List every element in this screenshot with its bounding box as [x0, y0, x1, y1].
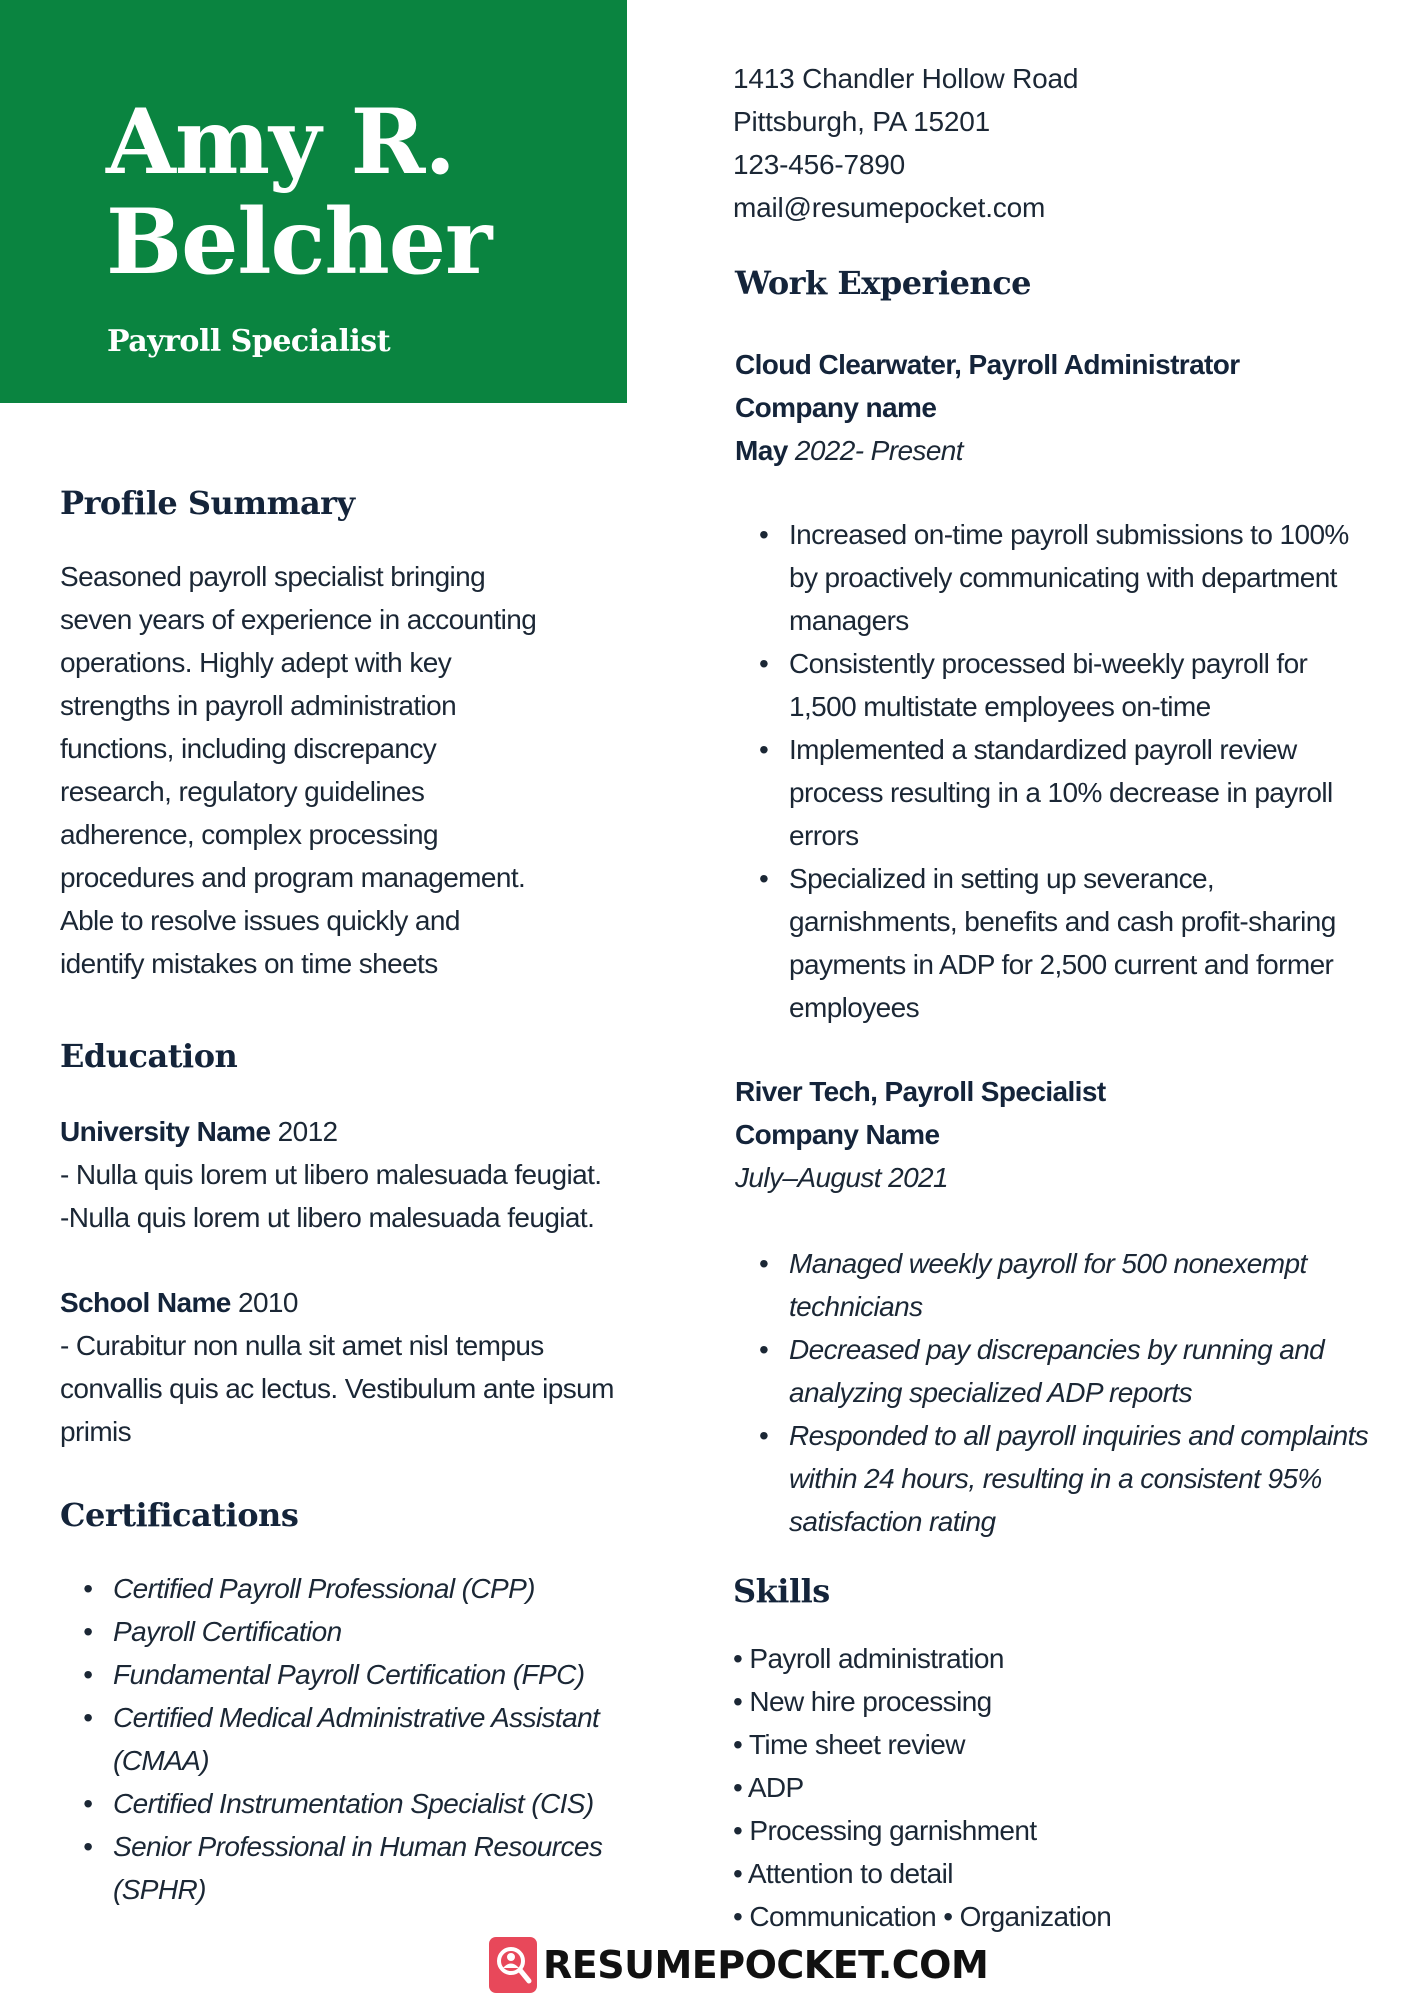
job-bullet: • Consistently processed bi-weekly payroll for 1,500 multistate employees on-time — [789, 642, 1379, 728]
name-line-1: Amy R. — [106, 89, 455, 195]
skill-item: • Time sheet review — [733, 1729, 965, 1760]
job-bullet: • Responded to all payroll inquiries and complaints within 24 hours, resulting in a consistent 95% satisfaction rating — [789, 1414, 1369, 1543]
bullet-icon: • — [83, 1659, 93, 1690]
profile-line: operations. Highly adept with key — [60, 647, 452, 678]
education-entry — [60, 1110, 720, 1239]
bullet-icon: • — [759, 1420, 769, 1451]
job-bullet: • Decreased pay discrepancies by running and analyzing specialized ADP reports — [789, 1328, 1369, 1414]
name-line-2: Belcher — [106, 189, 492, 295]
profile-line: research, regulatory guidelines — [60, 776, 425, 807]
email-link[interactable]: mail@resumepocket.com — [733, 192, 1046, 223]
profile-line: procedures and program management. — [60, 862, 526, 893]
bullet-icon: • — [759, 519, 769, 550]
skill-item: • Attention to detail — [733, 1858, 953, 1889]
work-experience-heading: Work Experience — [735, 264, 1032, 302]
job-header — [735, 343, 1375, 472]
education-detail: - Nulla quis lorem ut libero malesuada feugiat. — [60, 1159, 602, 1190]
skill-item: • Payroll administration — [733, 1643, 1004, 1674]
job-title-company: River Tech, Payroll Specialist — [735, 1076, 1106, 1107]
job-dates: July–August 2021 — [735, 1162, 949, 1193]
certifications-list — [83, 1567, 698, 1911]
bullet-icon: • — [759, 1248, 769, 1279]
job-bullet: • Increased on-time payroll submissions to 100% by proactively communicating with department managers — [789, 513, 1379, 642]
bullet-icon: • — [759, 734, 769, 765]
school-name: School Name — [60, 1287, 231, 1318]
profile-line: Able to resolve issues quickly and — [60, 905, 460, 936]
address-line-1: 1413 Chandler Hollow Road — [733, 63, 1079, 94]
profile-line: Seasoned payroll specialist bringing — [60, 561, 486, 592]
certification-item: • Certified Instrumentation Specialist (CIS) — [113, 1782, 698, 1825]
company-name: Company Name — [735, 1119, 940, 1150]
skills-heading: Skills — [733, 1572, 830, 1610]
job-bullet: • Managed weekly payroll for 500 nonexempt technicians — [789, 1242, 1369, 1328]
job-title: Payroll Specialist — [107, 324, 391, 359]
profile-line: functions, including discrepancy — [60, 733, 437, 764]
school-name: University Name — [60, 1116, 271, 1147]
certification-item: • Certified Payroll Professional (CPP) — [113, 1567, 698, 1610]
skill-item: • Communication • Organization — [733, 1901, 1112, 1932]
education-entry — [60, 1281, 720, 1453]
job-bullets — [759, 1242, 1369, 1543]
education-detail: convallis quis ac lectus. Vestibulum ante ipsum — [60, 1373, 614, 1404]
contact-info — [733, 57, 1078, 229]
bullet-icon: • — [83, 1788, 93, 1819]
education-detail: - Curabitur non nulla sit amet nisl tempus — [60, 1330, 544, 1361]
bullet-icon: • — [759, 863, 769, 894]
school-year: 2010 — [237, 1287, 298, 1318]
job-bullet: • Implemented a standardized payroll review process resulting in a 10% decrease in payroll errors — [789, 728, 1379, 857]
bullet-icon: • — [759, 1334, 769, 1365]
company-name: Company name — [735, 392, 937, 423]
education-detail: -Nulla quis lorem ut libero malesuada feugiat. — [60, 1202, 595, 1233]
magnifier-person-icon — [489, 1937, 537, 1993]
job-bullets — [759, 513, 1379, 1029]
skill-item: • New hire processing — [733, 1686, 992, 1717]
certification-item: • Payroll Certification — [113, 1610, 698, 1653]
logo-text: RESUMEPOCKET.COM — [543, 1943, 989, 1987]
profile-line: adherence, complex processing — [60, 819, 438, 850]
skill-item: • Processing garnishment — [733, 1815, 1037, 1846]
candidate-name — [106, 89, 492, 295]
certification-item: • Certified Medical Administrative Assistant (CMAA) — [113, 1696, 698, 1782]
job-title-company: Cloud Clearwater, Payroll Administrator — [735, 349, 1240, 380]
profile-line: identify mistakes on time sheets — [60, 948, 438, 979]
certification-item: • Senior Professional in Human Resources (SPHR) — [113, 1825, 698, 1911]
address-line-2: Pittsburgh, PA 15201 — [733, 106, 990, 137]
education-heading: Education — [60, 1037, 238, 1075]
job-bullet: • Specialized in setting up severance, garnishments, benefits and cash profit-sharing payments in ADP for 2,500 current and former employees — [789, 857, 1379, 1029]
resumepocket-logo[interactable] — [489, 1937, 988, 1993]
bullet-icon: • — [83, 1702, 93, 1733]
skill-item: • ADP — [733, 1772, 804, 1803]
profile-summary — [60, 555, 680, 985]
bullet-icon: • — [759, 648, 769, 679]
certifications-heading: Certifications — [60, 1496, 299, 1534]
school-year: 2012 — [277, 1116, 338, 1147]
bullet-icon: • — [83, 1616, 93, 1647]
job-dates: May 2022- Present — [735, 435, 963, 466]
skills-list — [733, 1637, 1111, 1938]
bullet-icon: • — [83, 1831, 93, 1862]
profile-heading: Profile Summary — [60, 484, 355, 522]
profile-line: strengths in payroll administration — [60, 690, 457, 721]
education-detail: primis — [60, 1416, 132, 1447]
phone: 123-456-7890 — [733, 149, 905, 180]
bullet-icon: • — [83, 1573, 93, 1604]
certification-item: • Fundamental Payroll Certification (FPC) — [113, 1653, 698, 1696]
job-header — [735, 1070, 1375, 1199]
profile-line: seven years of experience in accounting — [60, 604, 537, 635]
